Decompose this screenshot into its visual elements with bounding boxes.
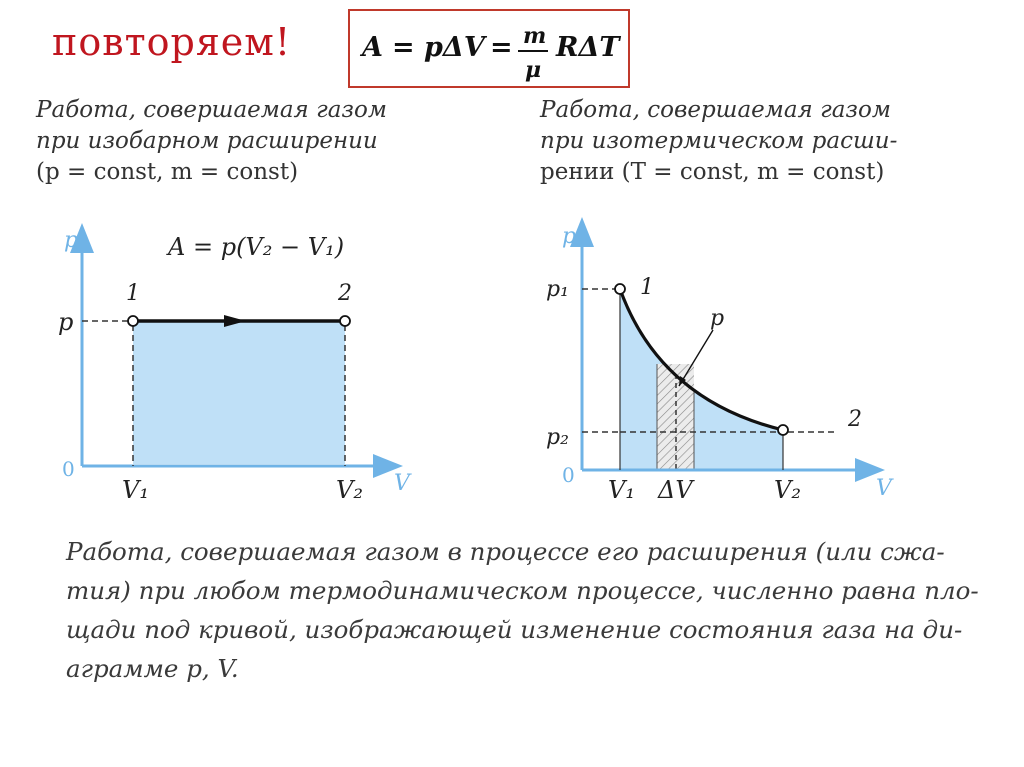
formula-lhs: A [362, 32, 383, 63]
isobaric-equation: A = p(V₂ − V₁) [168, 233, 345, 261]
origin-label-right: 0 [562, 463, 575, 487]
formula-pdv: pΔV [424, 32, 485, 63]
conclusion-line: щади под кривой, изображающей изменение состояния газа на ди- [66, 615, 963, 644]
conclusion-line: аграмме p, V. [66, 654, 239, 683]
curve-label: p [710, 306, 725, 331]
right-caption-line: рении (T = const, m = const) [540, 159, 885, 185]
p-axis-label-right: p [562, 224, 577, 249]
point-1-label: 1 [126, 281, 140, 306]
origin-label: 0 [62, 457, 75, 481]
v-axis-label-right: V [876, 476, 892, 501]
conclusion-paragraph [66, 532, 996, 688]
point-2-label-right: 2 [848, 407, 862, 432]
formula-num: m [523, 23, 547, 49]
v-axis-label: V [394, 471, 410, 496]
conclusion-line: Работа, совершаемая газом в процессе его расширения (или сжа- [66, 537, 945, 566]
right-caption-line: при изотермическом расши- [540, 128, 898, 154]
left-caption-line: (p = const, m = const) [36, 159, 299, 185]
formula-den: μ [525, 57, 542, 83]
right-caption-line: Работа, совершаемая газом [540, 97, 891, 123]
point-2-label: 2 [338, 281, 352, 306]
left-caption-line: при изобарном расширении [36, 128, 378, 154]
p2-label: p₂ [546, 425, 569, 450]
conclusion-line: тия) при любом термодинамическом процессе, численно равна пло- [66, 576, 979, 605]
state-point-1-right [615, 284, 625, 294]
state-point-2-right [778, 425, 788, 435]
formula-rdt: RΔT [556, 32, 620, 63]
left-caption-line: Работа, совершаемая газом [36, 97, 387, 123]
p-level-label: p [58, 308, 74, 336]
formula-eq2: = [490, 32, 513, 63]
dv-label: ΔV [658, 476, 693, 504]
dv-strip [657, 364, 694, 470]
point-1-label-right: 1 [640, 275, 654, 300]
curve-pointer [679, 330, 713, 386]
v1-label-right: V₁ [608, 476, 635, 504]
v1-label: V₁ [122, 476, 149, 504]
formula-eq1: = [392, 32, 415, 63]
p-axis-label: p [64, 228, 79, 253]
v2-label: V₂ [336, 476, 363, 504]
p1-label: p₁ [546, 277, 569, 302]
work-area-isothermal [620, 289, 783, 470]
v2-label-right: V₂ [774, 476, 801, 504]
page-title: повторяем! [52, 20, 292, 64]
